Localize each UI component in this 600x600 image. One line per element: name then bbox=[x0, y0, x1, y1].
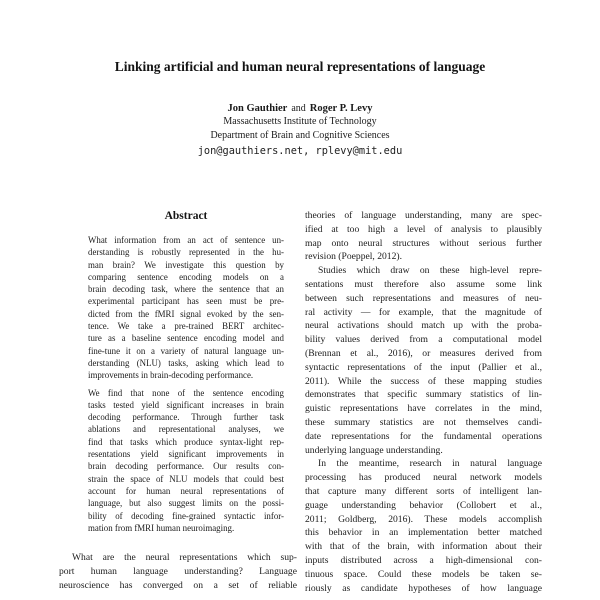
text-line: guistic representations have correlates in the mind, bbox=[305, 403, 542, 415]
text-line: ified at too high a level of analysis to plausibly bbox=[305, 223, 542, 235]
text-line: brain decoding performance. Our results con- bbox=[88, 461, 284, 472]
text-line: tence. We take a pre-trained BERT architec- bbox=[88, 321, 284, 332]
text-line: theories of language understanding, many are spec- bbox=[305, 210, 542, 221]
text-line: ral activity — for example, that the magnitude of bbox=[305, 306, 542, 318]
text-line: (Brennan et al., 2016), or measures derived from bbox=[305, 347, 542, 359]
text-line: account for human neural representations of bbox=[88, 485, 284, 496]
text-line: guage understanding behavior (Collobert et al., bbox=[305, 499, 542, 511]
text-line: date representations for the fundamental operations bbox=[305, 430, 542, 442]
text-line: resentations yield significant improvements in bbox=[88, 449, 284, 460]
text-line: ablations and representational analyses, we bbox=[88, 424, 284, 435]
text-line: What are the neural representations which sup- bbox=[72, 552, 297, 563]
text-line: neuroscience has converged on a set of reliable bbox=[59, 579, 297, 591]
author-line bbox=[0, 102, 600, 115]
text-line: We find that none of the sentence encoding bbox=[88, 387, 284, 398]
text-line: that capture many different sorts of intelligent lan- bbox=[305, 485, 542, 497]
paragraph bbox=[305, 264, 542, 457]
text-line: underlying language understanding. bbox=[305, 444, 443, 456]
text-line: processing has produced neural network models bbox=[305, 472, 542, 484]
text-line: 2011). While the success of these mapping studies bbox=[305, 375, 542, 387]
text-line: port human language understanding? Language bbox=[59, 565, 297, 577]
text-line: comparing sentence encoding models on a bbox=[88, 271, 284, 282]
paragraph bbox=[88, 234, 284, 382]
text-line: language, but also suggest limits on the possi- bbox=[88, 498, 284, 509]
text-line: syntactic representations of the input (Pallier et al., bbox=[305, 361, 542, 373]
paragraph bbox=[59, 551, 297, 592]
left-column-body bbox=[59, 551, 297, 592]
text-line: tinuous space. Could these models be taken se- bbox=[305, 568, 542, 580]
text-line: Studies which draw on these high-level repre- bbox=[318, 265, 542, 277]
paragraph bbox=[305, 209, 542, 264]
text-line: What information from an act of sentence un- bbox=[88, 235, 284, 245]
paragraph bbox=[305, 457, 542, 595]
text-line: 2011; Goldberg, 2016). These models accomplish bbox=[305, 513, 542, 525]
text-line: neural activations should match up with the proba- bbox=[305, 320, 542, 332]
text-line: improvements in brain-decoding performance. bbox=[88, 370, 254, 381]
text-line: these summary statistics are not themselves candi- bbox=[305, 416, 542, 428]
text-line: riously as candidate hypotheses of how language bbox=[305, 582, 542, 594]
abstract-heading: Abstract bbox=[164, 210, 208, 222]
text-line: experimental participant has seen must be pre- bbox=[88, 296, 284, 307]
text-line: find that tasks which produce syntax-light rep- bbox=[88, 436, 284, 447]
paper-title: Linking artificial and human neural representations of language bbox=[114, 59, 486, 74]
text-line: revision (Poeppel, 2012). bbox=[305, 251, 402, 263]
text-line: In the meantime, research in natural language bbox=[318, 458, 542, 470]
author-separator: and bbox=[291, 103, 306, 114]
text-line: with that of the brain, with information about their bbox=[305, 541, 542, 553]
text-line: tasks tested yield significant increases in brain bbox=[88, 399, 284, 410]
affiliation-institution: Massachusetts Institute of Technology bbox=[223, 116, 377, 127]
text-line: bility of decoding fine-grained syntactic infor- bbox=[88, 510, 284, 521]
text-line: between such representations and measures of neu- bbox=[305, 292, 542, 304]
author-name-1: Jon Gauthier bbox=[227, 103, 288, 114]
text-line: fine-tune it on a variety of natural language un- bbox=[88, 345, 284, 356]
text-line: bility values derived from a computational model bbox=[305, 334, 542, 346]
text-line: derstanding is robustly represented in the hu- bbox=[88, 247, 284, 258]
author-name-2: Roger P. Levy bbox=[309, 103, 373, 114]
paper-header bbox=[0, 58, 600, 158]
text-line: derstanding (NLU) tasks, asking which lead to bbox=[88, 357, 284, 368]
text-line: demonstrates that specific summary statistics of lin- bbox=[305, 389, 542, 401]
affiliation-department: Department of Brain and Cognitive Sciences bbox=[210, 130, 390, 141]
author-emails: jon@gauthiers.net, rplevy@mit.edu bbox=[197, 145, 403, 157]
abstract-body bbox=[88, 234, 284, 534]
right-column-body bbox=[305, 209, 542, 595]
text-line: inputs distributed across a high-dimensional con- bbox=[305, 554, 542, 566]
text-line: man brain? We investigate this question by bbox=[88, 259, 284, 270]
text-line: dicted from the fMRI signal evoked by the sen- bbox=[88, 308, 284, 319]
text-line: strain the space of NLU models that could best bbox=[88, 473, 284, 484]
text-line: brain decoding task, where the sentence that an bbox=[88, 284, 284, 295]
text-line: map onto neural structures without serious further bbox=[305, 237, 542, 249]
text-line: sentations must therefore also assume some link bbox=[305, 278, 542, 290]
text-line: ture as a baseline sentence encoding model and bbox=[88, 333, 284, 344]
paragraph bbox=[88, 387, 284, 535]
text-line: this behavior in an implementation better matched bbox=[305, 527, 542, 539]
text-line: decoding performance. Through further task bbox=[88, 412, 284, 423]
text-line: mation from fMRI human neuroimaging. bbox=[88, 522, 235, 533]
